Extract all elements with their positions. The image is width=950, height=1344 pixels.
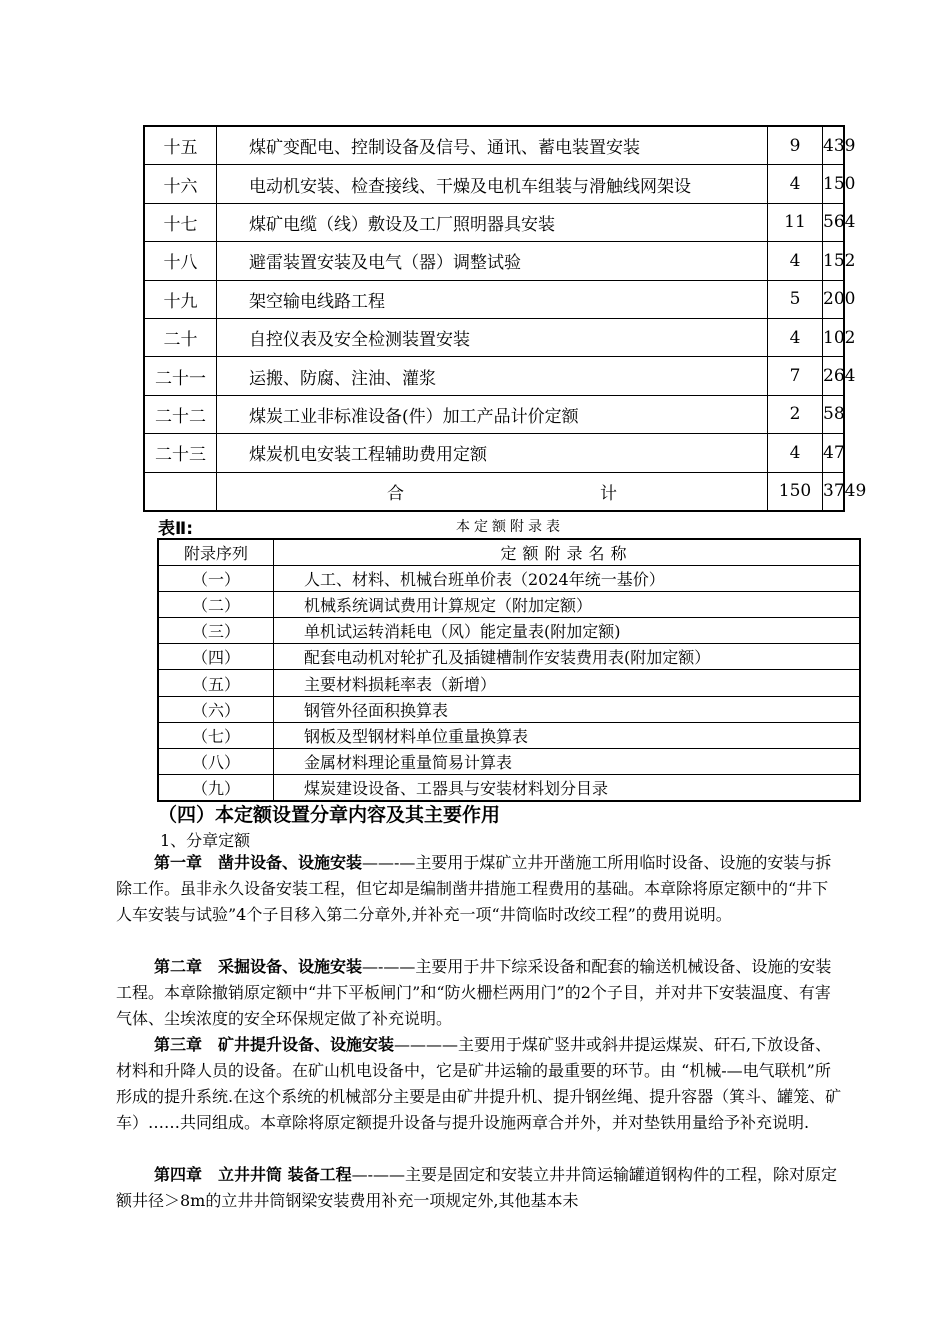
chapter-row bbox=[144, 318, 844, 356]
appendix-number: （四） bbox=[158, 644, 274, 670]
appendix-number: （五） bbox=[158, 670, 274, 696]
chapter4-paragraph bbox=[116, 1162, 844, 1214]
item-count: 58 bbox=[823, 395, 845, 433]
appendix-number: （二） bbox=[158, 592, 274, 618]
item-count: 200 bbox=[823, 280, 845, 318]
total-row bbox=[144, 472, 844, 511]
chapter-row bbox=[144, 357, 844, 395]
item-count: 150 bbox=[823, 165, 845, 203]
chapter1-title: 第一章 凿井设备、设施安装 bbox=[154, 853, 363, 872]
appendix-name: 机械系统调试费用计算规定（附加定额） bbox=[274, 592, 861, 618]
item-count: 152 bbox=[823, 242, 845, 280]
chapter1-paragraph bbox=[116, 850, 844, 928]
table2-heading: 表Ⅱ: bbox=[158, 519, 193, 539]
chapter-name: 架空输电线路工程 bbox=[217, 280, 768, 318]
item-count: 564 bbox=[823, 203, 845, 241]
appendix-name: 钢板及型钢材料单位重量换算表 bbox=[274, 722, 861, 748]
chapter-row bbox=[144, 242, 844, 280]
appendix-table bbox=[157, 538, 861, 802]
total-label-cell bbox=[217, 472, 768, 511]
appendix-number: （九） bbox=[158, 774, 274, 801]
chapter-row bbox=[144, 203, 844, 241]
chapter-count: 9 bbox=[768, 126, 823, 165]
chapter-number: 十七 bbox=[144, 203, 217, 241]
chapter-number: 十五 bbox=[144, 126, 217, 165]
chapter1-body: ——-—主要用于煤矿立井开凿施工所用临时设备、设施的安装与拆除工作。虽非永久设备安装工程，但它却是编制凿井措施工程费用的基础。本章除将原定额中的“井下人车安装与试验”4个子目移入第二分章外,并补充一项“井筒临时改绞工程”的费用说明。 bbox=[116, 853, 832, 924]
appendix-number: （六） bbox=[158, 696, 274, 722]
appendix-name: 金属材料理论重量简易计算表 bbox=[274, 748, 861, 774]
chapter2-paragraph bbox=[116, 954, 844, 1032]
chapter-number: 十六 bbox=[144, 165, 217, 203]
appendix-row bbox=[158, 722, 860, 748]
chapter-name: 运搬、防腐、注油、灌浆 bbox=[217, 357, 768, 395]
appendix-row bbox=[158, 618, 860, 644]
chapter4-body: —-——主要是固定和安装立井井筒运输罐道钢构件的工程，除对原定额井径＞8m的立井井筒钢梁安装费用补充一项规定外,其他基本未 bbox=[116, 1165, 837, 1210]
chapter-row bbox=[144, 280, 844, 318]
chapter-number: 二十 bbox=[144, 318, 217, 356]
appendix-number: （七） bbox=[158, 722, 274, 748]
appendix-name: 煤炭建设设备、工器具与安装材料划分目录 bbox=[274, 774, 861, 801]
appendix-row bbox=[158, 566, 860, 592]
appendix-row bbox=[158, 696, 860, 722]
total-label-left: 合 bbox=[387, 483, 404, 504]
appendix-row bbox=[158, 774, 860, 801]
total-label-right: 计 bbox=[600, 483, 617, 504]
chapter-number: 二十一 bbox=[144, 357, 217, 395]
chapter4-title: 第四章 立井井筒 装备工程 bbox=[154, 1165, 352, 1184]
chapter-name: 煤炭工业非标准设备(件）加工产品计价定额 bbox=[217, 395, 768, 433]
section-heading: （四）本定额设置分章内容及其主要作用 bbox=[158, 804, 501, 826]
chapter-row bbox=[144, 434, 844, 472]
appendix-body bbox=[158, 539, 860, 801]
chapter3-body: ————主要用于煤矿竖井或斜井提运煤炭、矸石,下放设备、材料和升降人员的设备。在矿山机电设备中，它是矿井运输的最重要的环节。由 “机械-—电气联机”所形成的提升系统.在这个系统的机械部分主要是由矿井提升机、提升钢丝绳、提升容器（箕斗、罐笼、矿车）……共同组成。本章除将原定额提升设备与提升设施两章合并外，并对垫铁用量给予补充说明. bbox=[116, 1035, 842, 1132]
chapter-count: 4 bbox=[768, 165, 823, 203]
chapter-name: 煤炭机电安装工程辅助费用定额 bbox=[217, 434, 768, 472]
total-items: 3749 bbox=[823, 472, 845, 511]
chapter2-body: —-——主要用于井下综采设备和配套的输送机械设备、设施的安装工程。本章除撤销原定额中“井下平板闸门”和“防火栅栏两用门”的2个子目，并对井下安装温度、有害气体、尘埃浓度的安全环保规定做了补充说明。 bbox=[116, 957, 832, 1028]
chapter-count: 4 bbox=[768, 434, 823, 472]
section-subheading: 1、分章定额 bbox=[160, 831, 251, 850]
total-empty-cell bbox=[144, 472, 217, 511]
appendix-number: （八） bbox=[158, 748, 274, 774]
chapter-row bbox=[144, 395, 844, 433]
appendix-name: 钢管外径面积换算表 bbox=[274, 696, 861, 722]
chapter-number: 二十三 bbox=[144, 434, 217, 472]
appendix-col1-header: 附录序列 bbox=[158, 539, 274, 566]
appendix-col2-header: 定额附录名称 bbox=[274, 539, 861, 566]
appendix-number: （一） bbox=[158, 566, 274, 592]
appendix-row bbox=[158, 644, 860, 670]
chapter-name: 煤矿变配电、控制设备及信号、通讯、蓄电装置安装 bbox=[217, 126, 768, 165]
item-count: 439 bbox=[823, 126, 845, 165]
chapter-count: 2 bbox=[768, 395, 823, 433]
appendix-header-row bbox=[158, 539, 860, 566]
appendix-name: 人工、材料、机械台班单价表（2024年统一基价） bbox=[274, 566, 861, 592]
chapter-count: 5 bbox=[768, 280, 823, 318]
chapter-number: 十八 bbox=[144, 242, 217, 280]
chapter-row bbox=[144, 165, 844, 203]
item-count: 102 bbox=[823, 318, 845, 356]
chapter-count: 4 bbox=[768, 318, 823, 356]
chapter-name: 电动机安装、检查接线、干燥及电机车组装与滑触线网架设 bbox=[217, 165, 768, 203]
table2-caption: 本定额附录表 bbox=[456, 519, 564, 535]
chapter-name: 煤矿电缆（线）敷设及工厂照明器具安装 bbox=[217, 203, 768, 241]
chapter-summary-body bbox=[144, 126, 867, 511]
chapter2-title: 第二章 采掘设备、设施安装 bbox=[154, 957, 363, 976]
chapter-name: 自控仪表及安全检测装置安装 bbox=[217, 318, 768, 356]
appendix-name: 配套电动机对轮扩孔及插键槽制作安装费用表(附加定额） bbox=[274, 644, 861, 670]
chapter-count: 4 bbox=[768, 242, 823, 280]
chapter-summary-table bbox=[143, 125, 867, 512]
chapter-number: 十九 bbox=[144, 280, 217, 318]
appendix-row bbox=[158, 748, 860, 774]
appendix-name: 主要材料损耗率表（新增） bbox=[274, 670, 861, 696]
item-count: 264 bbox=[823, 357, 845, 395]
appendix-row bbox=[158, 592, 860, 618]
chapter-count: 11 bbox=[768, 203, 823, 241]
item-count: 47 bbox=[823, 434, 845, 472]
appendix-number: （三） bbox=[158, 618, 274, 644]
chapter-row bbox=[144, 126, 844, 165]
appendix-row bbox=[158, 670, 860, 696]
total-chapters: 150 bbox=[768, 472, 823, 511]
chapter3-title: 第三章 矿井提升设备、设施安装 bbox=[154, 1035, 395, 1054]
chapter-count: 7 bbox=[768, 357, 823, 395]
chapter-number: 二十二 bbox=[144, 395, 217, 433]
chapter3-paragraph bbox=[116, 1032, 844, 1136]
appendix-name: 单机试运转消耗电（风）能定量表(附加定额) bbox=[274, 618, 861, 644]
chapter-name: 避雷装置安装及电气（器）调整试验 bbox=[217, 242, 768, 280]
